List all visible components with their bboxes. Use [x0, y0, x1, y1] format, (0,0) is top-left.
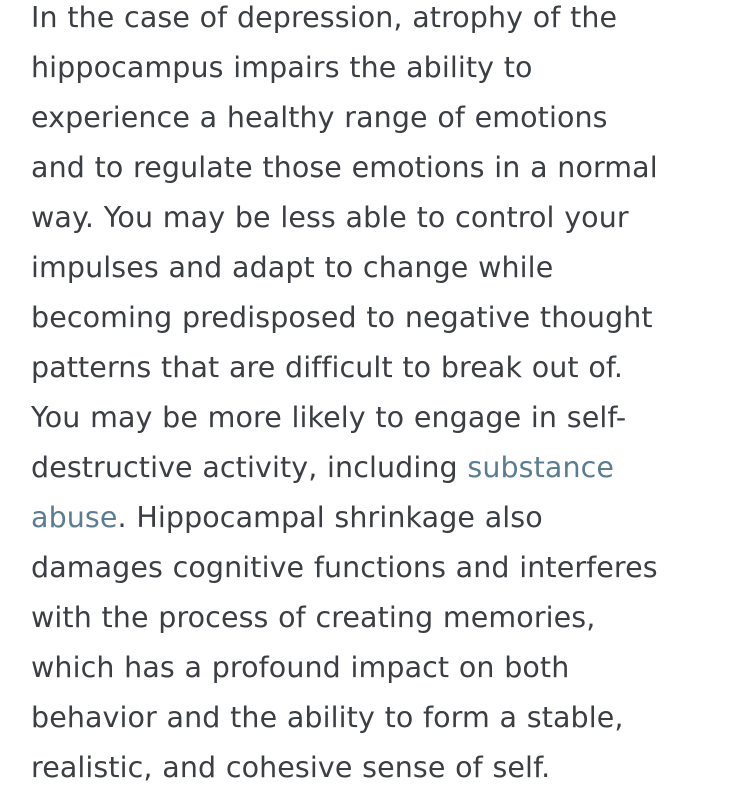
text-line: realistic, and cohesive sense of self.	[31, 751, 551, 784]
substance-abuse-link[interactable]: substance	[467, 451, 615, 484]
text-line: becoming predisposed to negative thought	[31, 301, 653, 334]
text-line: patterns that are difficult to break out of.	[31, 351, 624, 384]
text-line: experience a healthy range of emotions	[31, 101, 608, 134]
text-line: with the process of creating memories,	[31, 601, 596, 634]
text-line: damages cognitive functions and interferes	[31, 551, 658, 584]
text-line: impulses and adapt to change while	[31, 251, 554, 284]
text-line-with-link	[31, 443, 731, 493]
text-line: behavior and the ability to form a stable,	[31, 701, 624, 734]
text-line: and to regulate those emotions in a normal	[31, 151, 658, 184]
text-line-with-link	[31, 493, 731, 543]
text-line: You may be more likely to engage in self-	[31, 401, 627, 434]
text-line: In the case of depression, atrophy of the	[31, 1, 618, 34]
text-line: hippocampus impairs the ability to	[31, 51, 533, 84]
text-line: which has a profound impact on both	[31, 651, 570, 684]
article-paragraph	[31, 0, 731, 793]
article-body	[31, 0, 731, 793]
text-segment: destructive activity, including	[31, 451, 468, 484]
text-segment: . Hippocampal shrinkage also	[117, 501, 543, 534]
substance-abuse-link-continued[interactable]: abuse	[31, 501, 118, 534]
text-line: way. You may be less able to control your	[31, 201, 629, 234]
